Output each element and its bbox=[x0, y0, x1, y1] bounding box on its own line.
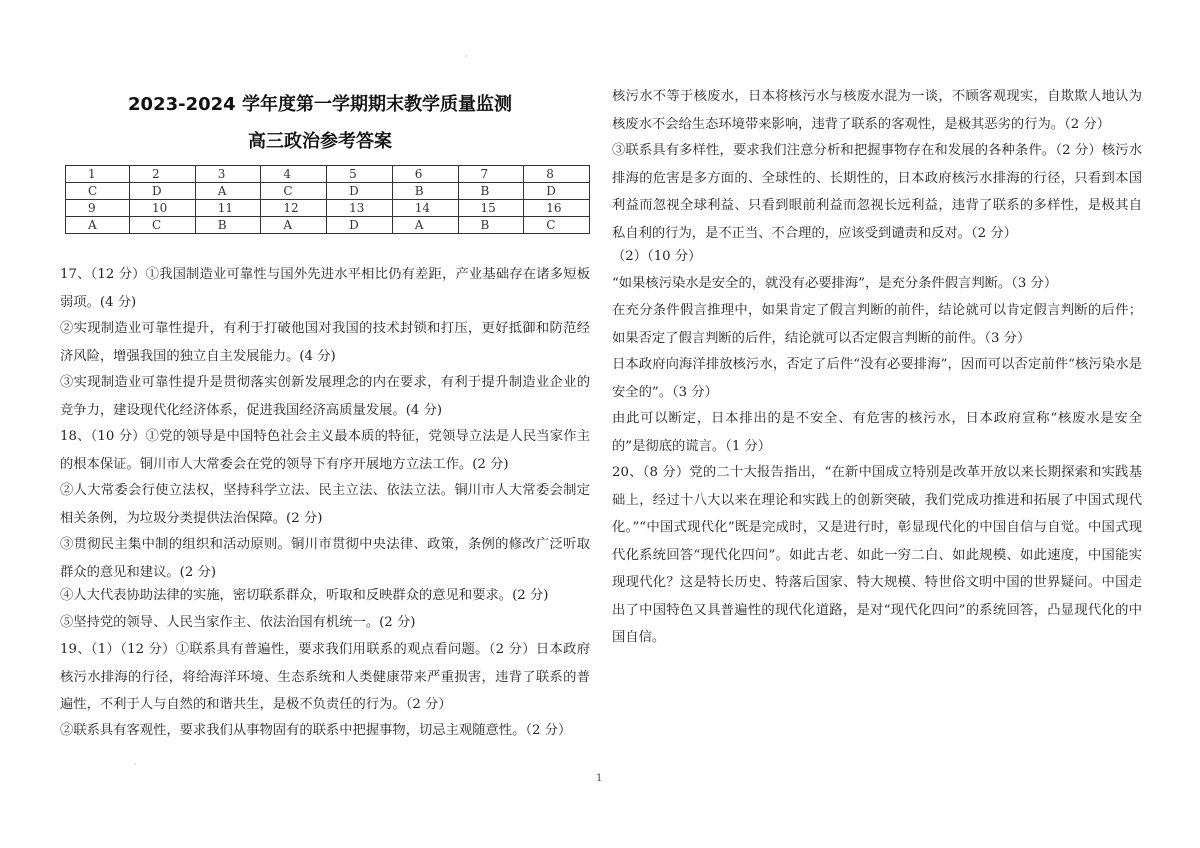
page-title: 2023-2024 学年度第一学期期末教学质量监测 bbox=[128, 94, 512, 115]
page-number: 1 bbox=[596, 773, 603, 784]
answer-19-part-2-judgment: “如果核污染水是安全的，就没有必要排海”，是充分条件假言判断。（3 分） bbox=[612, 276, 1058, 291]
table-cell: 2 bbox=[129, 166, 195, 183]
answer-17-point-1: 17、（12 分）①我国制造业可靠性与国外先进水平相比仍有差距，产业基础存在诸多短板弱项。(4 分) bbox=[60, 267, 590, 310]
answer-19-point-2: ②联系具有客观性，要求我们从事物固有的联系中把握事物，切忌主观随意性。（2 分） bbox=[60, 723, 572, 738]
table-cell: 10 bbox=[129, 200, 195, 217]
table-cell: B bbox=[458, 217, 524, 234]
table-cell: 6 bbox=[392, 166, 458, 183]
answer-19-part-1: 19、（1）（12 分）①联系具有普遍性，要求我们用联系的观点看问题。（2 分）日本政府核污水排海的行径，将给海洋环境、生态系统和人类健康带来严重损害，违背了联系的普遍性，不利于人与自然的和谐共生，是极不负责任的行为。（2 分） bbox=[60, 642, 590, 712]
page-subtitle: 高三政治参考答案 bbox=[248, 131, 392, 152]
table-row bbox=[66, 183, 590, 200]
table-row bbox=[66, 166, 590, 183]
answer-19-part-2-inference: 在充分条件假言推理中，如果肯定了假言判断的前件，结论就可以肯定假言判断的后件；如果否定了假言判断的后件，结论就可以否定假言判断的前件。（3 分） bbox=[612, 303, 1142, 346]
table-cell: A bbox=[66, 217, 130, 234]
table-cell: C bbox=[261, 183, 327, 200]
table-cell: D bbox=[524, 183, 590, 200]
table-cell: D bbox=[327, 217, 393, 234]
answer-19-point-2-cont: 核污水不等于核废水，日本将核污水与核废水混为一谈，不顾客观现实，自欺欺人地认为核废水不会给生态环境带来影响，违背了联系的客观性，是极其恶劣的行为。（2 分） bbox=[612, 89, 1142, 132]
table-cell: C bbox=[129, 217, 195, 234]
table-cell: 14 bbox=[392, 200, 458, 217]
answer-table bbox=[65, 165, 590, 234]
table-cell: 4 bbox=[261, 166, 327, 183]
table-row bbox=[66, 217, 590, 234]
table-cell: C bbox=[66, 183, 130, 200]
table-cell: 8 bbox=[524, 166, 590, 183]
answer-17-point-3: ③实现制造业可靠性提升是贯彻落实创新发展理念的内在要求，有利于提升制造业企业的竞争力，建设现代化经济体系，促进我国经济高质量发展。(4 分) bbox=[60, 375, 590, 418]
table-cell: 15 bbox=[458, 200, 524, 217]
table-cell: 1 bbox=[66, 166, 130, 183]
table-cell: A bbox=[261, 217, 327, 234]
answer-19-part-2-application: 日本政府向海洋排放核污水，否定了后件“没有必要排海”，因而可以否定前件“核污染水是安全的”。（3 分） bbox=[612, 357, 1142, 400]
table-row bbox=[66, 200, 590, 217]
table-cell: D bbox=[129, 183, 195, 200]
table-cell: 5 bbox=[327, 166, 393, 183]
answer-18-point-4: ④人大代表协助法律的实施，密切联系群众，听取和反映群众的意见和要求。(2 分) bbox=[60, 588, 549, 603]
answer-19-part-2-conclusion: 由此可以断定，日本排出的是不安全、有危害的核污水，日本政府宣称“核废水是安全的”是彻底的谎言。（1 分） bbox=[612, 411, 1142, 454]
answer-17-point-2: ②实现制造业可靠性提升，有利于打破他国对我国的技术封锁和打压，更好抵御和防范经济风险，增强我国的独立自主发展能力。(4 分) bbox=[60, 321, 590, 364]
answer-20: 20、（8 分）党的二十大报告指出，“在新中国成立特别是改革开放以来长期探索和实践基础上，经过十八大以来在理论和实践上的创新突破，我们党成功推进和拓展了中国式现代化。”“中国式现代化”既是完成时，又是进行时，彰显现代化的中国自信与自觉。中国式现代化系统回答“现代化四问”。如此古老、如此一穷二白、如此规模、如此速度，中国能实现现代化？这是特长历史、特落后国家、特大规模、特世俗文明中国的世界疑问。中国走出了中国特色又具普遍性的现代化道路，是对“现代化四问”的系统回答，凸显现代化的中国自信。 bbox=[612, 465, 1142, 645]
answer-18-point-3: ③贯彻民主集中制的组织和活动原则。铜川市贯彻中央法律、政策，条例的修改广泛听取群众的意见和建议。(2 分) bbox=[60, 537, 590, 580]
table-cell: B bbox=[458, 183, 524, 200]
table-cell: B bbox=[392, 183, 458, 200]
scan-dot-top: · bbox=[465, 52, 468, 61]
answer-18-point-5: ⑤坚持党的领导、人民当家作主、依法治国有机统一。(2 分) bbox=[60, 615, 416, 630]
table-cell: A bbox=[392, 217, 458, 234]
answer-18-point-1: 18、（10 分）①党的领导是中国特色社会主义最本质的特征，党领导立法是人民当家作主的根本保证。铜川市人大常委会在党的领导下有序开展地方立法工作。(2 分) bbox=[60, 429, 590, 472]
answer-19-part-2-heading: （2）（10 分） bbox=[612, 249, 702, 264]
answer-18-point-2: ②人大常委会行使立法权，坚持科学立法、民主立法、依法立法。铜川市人大常委会制定相关条例，为垃圾分类提供法治保障。(2 分) bbox=[60, 483, 590, 526]
table-cell: D bbox=[327, 183, 393, 200]
table-cell: A bbox=[195, 183, 261, 200]
table-cell: 7 bbox=[458, 166, 524, 183]
scan-dot-bottom: · bbox=[134, 760, 137, 769]
table-cell: 13 bbox=[327, 200, 393, 217]
answer-19-point-3: ③联系具有多样性，要求我们注意分析和把握事物存在和发展的各种条件。（2 分）核污水排海的危害是多方面的、全球性的、长期性的，日本政府核污水排海的行径，只看到本国利益而忽视全球利益、只看到眼前利益而忽视长远利益，违背了联系的多样性，是极其自私自利的行为，是不正当、不合理的，应该受到谴责和反对。（2 分） bbox=[612, 143, 1142, 241]
table-cell: B bbox=[195, 217, 261, 234]
table-cell: 9 bbox=[66, 200, 130, 217]
table-cell: 3 bbox=[195, 166, 261, 183]
table-cell: 11 bbox=[195, 200, 261, 217]
table-cell: C bbox=[524, 217, 590, 234]
table-cell: 12 bbox=[261, 200, 327, 217]
table-cell: 16 bbox=[524, 200, 590, 217]
